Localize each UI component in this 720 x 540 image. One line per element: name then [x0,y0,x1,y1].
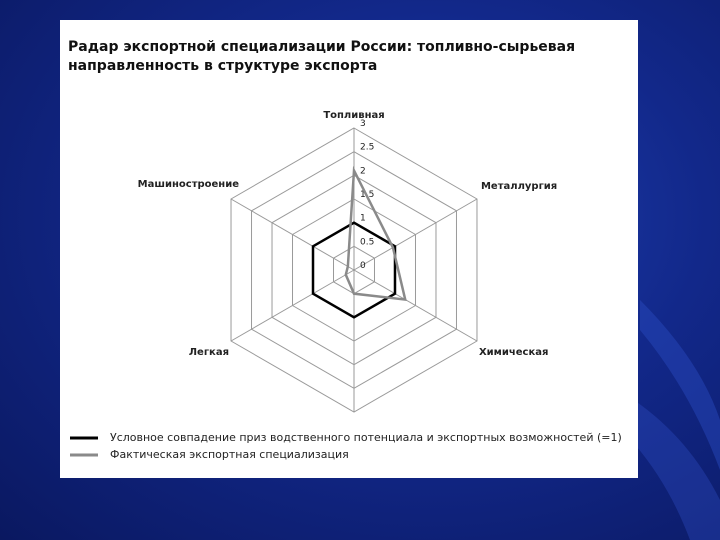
tick-label: 3 [360,119,366,129]
legend-swatch-actual [70,452,98,458]
tick-label: 0 [360,261,366,271]
chart-panel [60,20,638,478]
legend-item-baseline [70,429,630,446]
tick-label: 2.5 [360,142,375,153]
tick-label: 1.5 [360,190,375,200]
tick-label: 1 [360,213,366,224]
legend-item-actual [70,446,630,463]
legend-label-actual: Фактическая экспортная специализация [110,448,349,461]
tick-label: 0.5 [360,237,375,248]
axis-label: Химическая [478,347,549,358]
axis-label: Металлургия [480,181,558,192]
axis-label: Топливная [323,110,385,121]
chart-title-line-2: направленность в структуре экспорта [68,58,378,74]
axis-label: Машиностроение [137,179,240,190]
legend-label-baseline: Условное совпадение приз водственного потенциала и экспортных возможностей (=1) [110,431,622,444]
axis-label: Легкая [188,347,230,358]
legend-swatch-baseline [70,435,98,441]
chart-title-line-1: Радар экспортной специализации России: топливно-сырьевая [68,39,576,55]
radar-chart [60,20,638,420]
tick-label: 2 [360,166,366,177]
legend [70,429,630,463]
